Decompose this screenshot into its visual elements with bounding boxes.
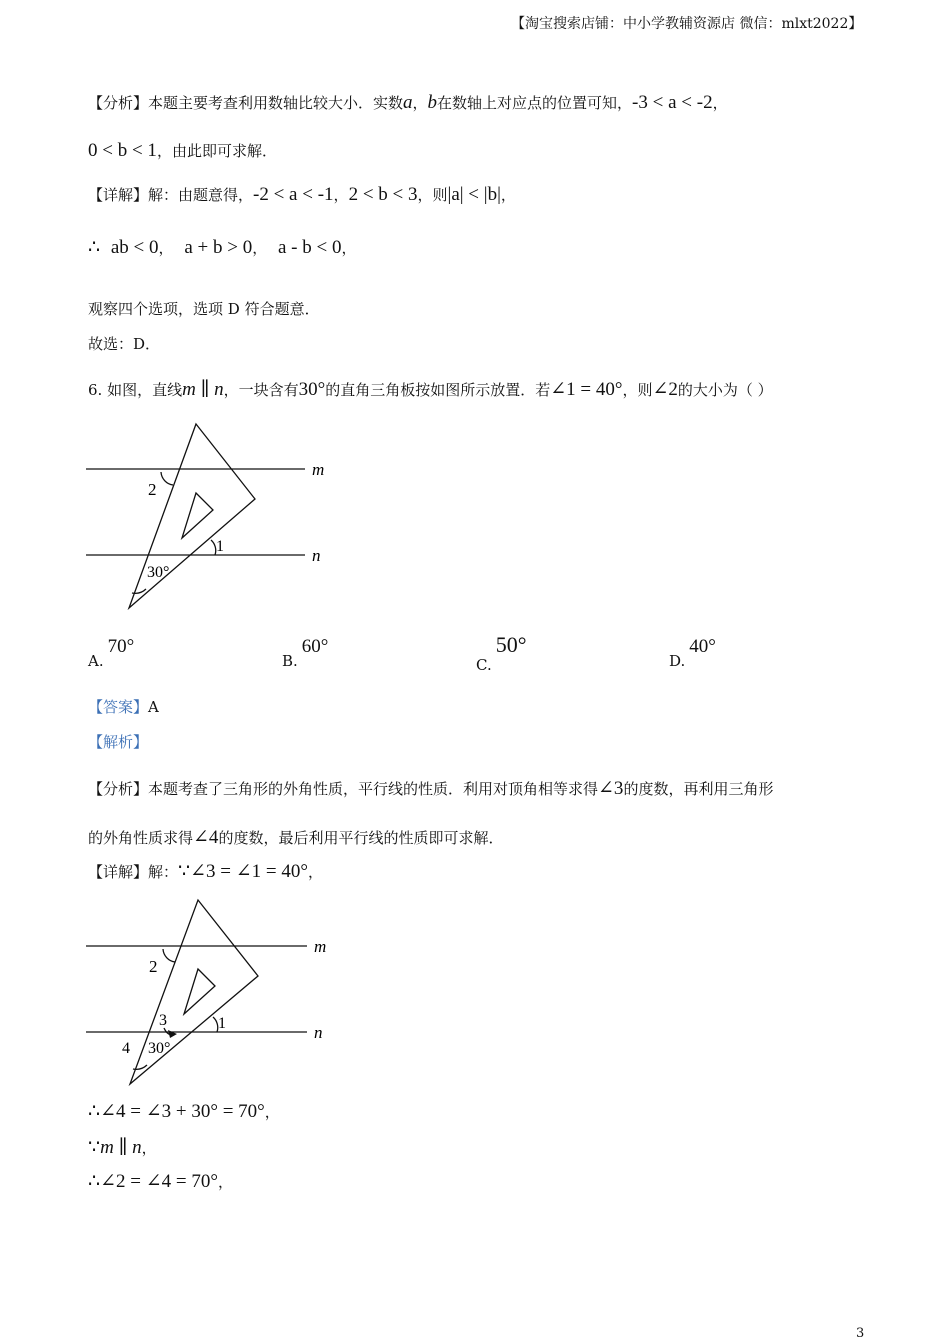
analysis-end: ，由此即可求解． [156,142,277,160]
q5-observe: 观察四个选项，选项 D 符合题意． [88,300,320,318]
option-letter: A. [88,652,104,670]
arrow-head [168,1030,177,1038]
page-header: 【淘宝搜索店铺：中小学教辅资源店 微信：mlxt2022】 [511,16,863,32]
q6-stem [88,378,773,401]
option-letter: C. [476,656,492,674]
label-30: 30° [148,1040,171,1057]
q5-analysis-line1 [88,92,728,114]
step-1: ∠3 = ∠1 = 40° [190,861,308,882]
option-letter: B. [282,652,298,670]
therefore-symbol: ∴ [88,1101,101,1122]
solution-step-2 [88,1100,280,1123]
detail-text: 【详解】解：由题意得， [88,186,254,204]
because-symbol: ∵ [178,861,191,882]
q6-analysis-line1 [88,777,773,800]
result-3: a - b < 0 [278,237,342,258]
label-m: m [312,460,325,479]
answer-tag: 【答案】 [88,698,149,716]
therefore-symbol: ∴ [88,1171,101,1192]
separator: ， [307,863,323,881]
stem-text: ，则 [622,381,653,399]
set-square-hole [182,493,213,538]
analysis-text: 的度数，最后利用平行线的性质即可求解． [218,829,504,847]
step-2: ∠4 = ∠3 + 30° = 70° [100,1101,265,1122]
separator: ， [141,1139,157,1157]
angle-4: ∠4 [193,827,219,848]
separator: ， [712,94,728,112]
option-d[interactable] [669,636,716,670]
q6-detail-line [88,860,323,883]
separator: ， [158,239,174,257]
stem-text: 的大小为（ ） [677,381,773,399]
analysis-text: 的度数，再利用三角形 [623,780,774,798]
parallel-mn: m ∥ n [182,379,224,400]
label-angle-2: 2 [148,480,157,499]
angle1-eq: ∠1 = 40° [550,379,623,400]
inequality-1: -3 < a < -2 [632,92,713,113]
label-angle-1: 1 [216,538,224,555]
angle-2-arc [163,949,175,962]
var-a: a [403,92,413,113]
separator: ， [341,239,357,257]
q5-detail-line [88,184,516,206]
analysis-text-mid: 在数轴上对应点的位置可知， [437,94,633,112]
label-30: 30° [147,564,170,581]
answer-line [88,696,159,717]
separator: ， [500,186,516,204]
label-angle-3: 3 [159,1012,167,1029]
analysis-text: 的外角性质求得 [88,829,194,847]
option-value: 50° [495,632,527,657]
analysis-text: 【分析】本题主要考查利用数轴比较大小．实数 [88,94,404,112]
q5-analysis-line2 [88,140,277,162]
figure-solution [80,894,340,1094]
figure-question [80,418,340,618]
page-number: 3 [856,1326,865,1341]
answer-value: A [148,698,159,716]
label-angle-4: 4 [122,1040,130,1057]
detail-then: ，则 [417,186,448,204]
separator: ， [217,1173,233,1191]
option-a[interactable] [88,636,135,670]
q5-results-line [88,236,357,259]
label-n: n [312,546,321,565]
separator: ， [333,186,349,204]
because-symbol: ∵ [88,1137,101,1158]
step-4: ∠2 = ∠4 = 70° [100,1171,218,1192]
option-letter: D. [669,652,686,670]
label-n: n [314,1023,323,1042]
label-m: m [314,937,327,956]
angle-30-arc [132,589,146,593]
separator: ， [412,94,428,112]
angle-2-arc [161,472,173,485]
option-value: 60° [301,636,329,657]
therefore-symbol: ∴ [88,237,101,258]
label-angle-2: 2 [149,957,158,976]
q6-analysis-line2 [88,826,503,849]
analysis-text: 【分析】本题考查了三角形的外角性质，平行线的性质．利用对顶角相等求得 [88,780,599,798]
option-value: 70° [107,636,135,657]
separator: ， [252,239,268,257]
angle-2: ∠2 [652,379,678,400]
deg-30: 30° [298,379,326,400]
result-2: a + b > 0 [184,237,253,258]
set-square-hole [184,969,215,1014]
explain-tag: 【解析】 [88,733,149,751]
option-b[interactable] [282,636,329,670]
solution-step-3 [88,1136,157,1159]
separator: ， [264,1103,280,1121]
angle-30-arc [133,1065,147,1069]
var-b: b [427,92,438,113]
stem-text: ，一块含有 [223,381,299,399]
angle-3: ∠3 [598,778,624,799]
result-1: ab < 0 [110,237,159,258]
option-value: 40° [689,636,716,657]
step-3: m ∥ n [100,1137,142,1158]
label-angle-1: 1 [218,1015,226,1032]
stem-text: 的直角三角板按如图所示放置．若 [325,381,551,399]
abs-compare: |a| < |b| [447,184,501,205]
solution-step-4 [88,1170,233,1193]
inequality-3: -2 < a < -1 [253,184,334,205]
option-c[interactable] [476,632,527,674]
q5-choice: 故选：D． [88,335,161,353]
detail-tag: 【详解】解： [88,863,179,881]
inequality-4: 2 < b < 3 [348,184,418,205]
inequality-2: 0 < b < 1 [88,140,157,161]
stem-text: 6. 如图，直线 [88,381,183,399]
